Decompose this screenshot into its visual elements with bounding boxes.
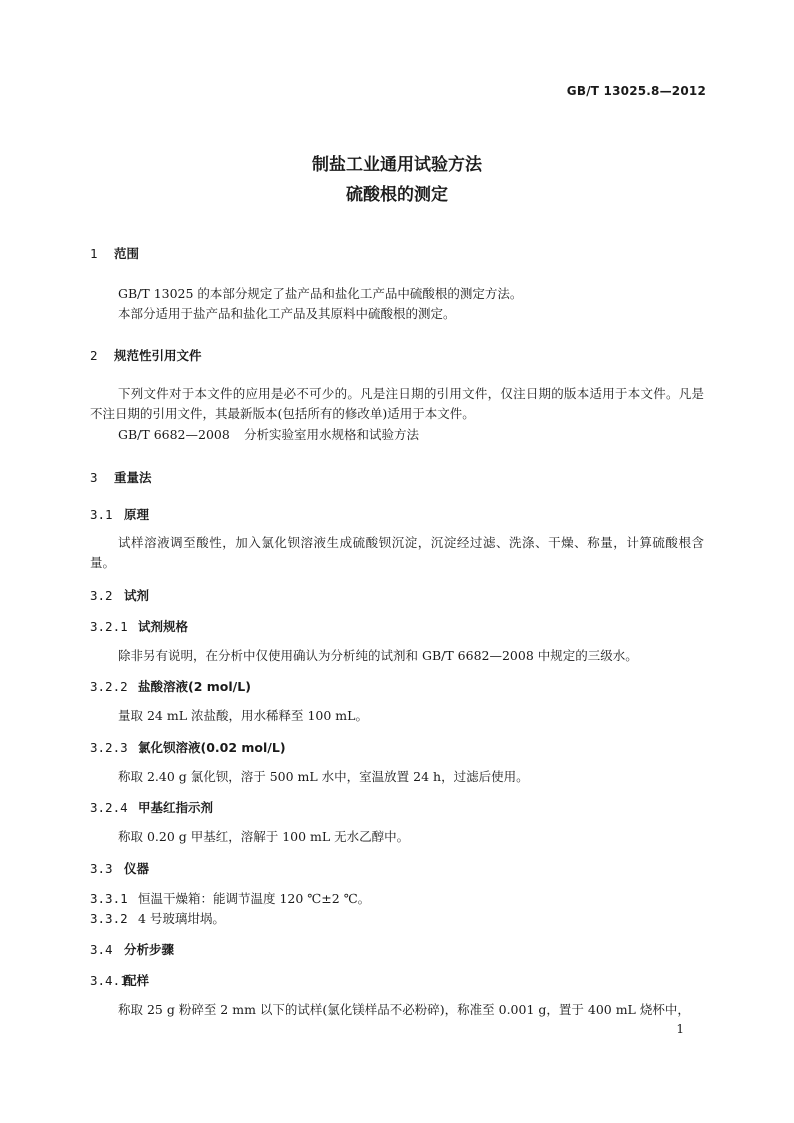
page-number: 1 <box>676 1022 684 1036</box>
section-3-heading <box>90 468 152 486</box>
section-number: 3.2.2 <box>90 679 128 694</box>
paragraph: 量取 24 mL 浓盐酸，用水稀释至 100 mL。 <box>118 708 368 723</box>
item-text: 4 号玻璃坩埚。 <box>138 911 225 926</box>
section-title: 分析步骤 <box>124 942 175 957</box>
document-subtitle: 硫酸根的测定 <box>346 185 448 205</box>
section-title: 规范性引用文件 <box>114 348 202 363</box>
section-3-2-2-heading <box>90 677 251 695</box>
section-title: 配样 <box>124 973 150 988</box>
section-3-3-2-item <box>90 909 225 927</box>
paragraph: 称取 2.40 g 氯化钡，溶于 500 mL 水中，室温放置 24 h，过滤后使用。 <box>118 769 529 784</box>
section-3-2-3-heading <box>90 738 286 756</box>
section-title: 仪器 <box>124 861 150 876</box>
section-title: 试剂规格 <box>138 619 189 634</box>
section-2-heading <box>90 346 202 364</box>
section-title: 盐酸溶液(2 mol/L) <box>138 679 251 694</box>
section-3-2-4-heading <box>90 798 213 816</box>
paragraph: 称取 0.20 g 甲基红，溶解于 100 mL 无水乙醇中。 <box>118 829 410 844</box>
standard-number: GB/T 13025.8—2012 <box>566 84 706 98</box>
reference-code: GB/T 6682—2008 <box>118 427 230 442</box>
section-title: 试剂 <box>124 588 150 603</box>
section-number: 3.4 <box>90 942 113 957</box>
paragraph: 除非另有说明，在分析中仅使用确认为分析纯的试剂和 GB/T 6682—2008 中规定的三级水。 <box>118 648 638 663</box>
paragraph: 试样溶液调至酸性，加入氯化钡溶液生成硫酸钡沉淀，沉淀经过滤、洗涤、干燥、称量，计算硫酸根含量。 <box>90 535 704 570</box>
section-3-4-heading <box>90 940 174 958</box>
section-number: 3.3 <box>90 861 113 876</box>
section-title: 氯化钡溶液(0.02 mol/L) <box>138 740 286 755</box>
section-number: 1 <box>90 246 98 261</box>
item-text: 恒温干燥箱：能调节温度 120 ℃±2 ℃。 <box>138 891 371 906</box>
normative-reference <box>118 425 419 445</box>
section-title: 重量法 <box>114 470 152 485</box>
section-number: 3.3.1 <box>90 891 128 906</box>
section-number: 3.2 <box>90 588 113 603</box>
section-3-2-1-heading <box>90 617 188 635</box>
section-1-heading <box>90 244 139 262</box>
paragraph: 本部分适用于盐产品和盐化工产品及其原料中硫酸根的测定。 <box>118 306 456 321</box>
section-number: 3.2.3 <box>90 740 128 755</box>
section-title: 甲基红指示剂 <box>138 800 214 815</box>
section-title: 原理 <box>124 507 150 522</box>
section-3-1-heading <box>90 505 149 523</box>
section-3-4-1-heading <box>90 971 149 989</box>
section-number: 3.3.2 <box>90 911 128 926</box>
section-number: 3.4.1 <box>90 973 128 988</box>
section-number: 2 <box>90 348 98 363</box>
section-number: 3.2.1 <box>90 619 128 634</box>
section-3-2-heading <box>90 586 149 604</box>
section-number: 3.2.4 <box>90 800 128 815</box>
section-number: 3.1 <box>90 507 113 522</box>
section-number: 3 <box>90 470 98 485</box>
section-3-3-heading <box>90 859 149 877</box>
reference-title: 分析实验室用水规格和试验方法 <box>244 427 420 442</box>
section-3-3-1-item <box>90 889 370 907</box>
section-title: 范围 <box>114 246 140 261</box>
paragraph: 下列文件对于本文件的应用是必不可少的。凡是注日期的引用文件，仅注日期的版本适用于本文件。凡是不注日期的引用文件，其最新版本(包括所有的修改单)适用于本文件。 <box>90 386 704 421</box>
paragraph: GB/T 13025 的本部分规定了盐产品和盐化工产品中硫酸根的测定方法。 <box>118 286 523 301</box>
paragraph: 称取 25 g 粉碎至 2 mm 以下的试样(氯化镁样品不必粉碎)，称准至 0.001 g，置于 400 mL 烧杯中， <box>118 1002 690 1017</box>
document-title: 制盐工业通用试验方法 <box>312 155 482 175</box>
